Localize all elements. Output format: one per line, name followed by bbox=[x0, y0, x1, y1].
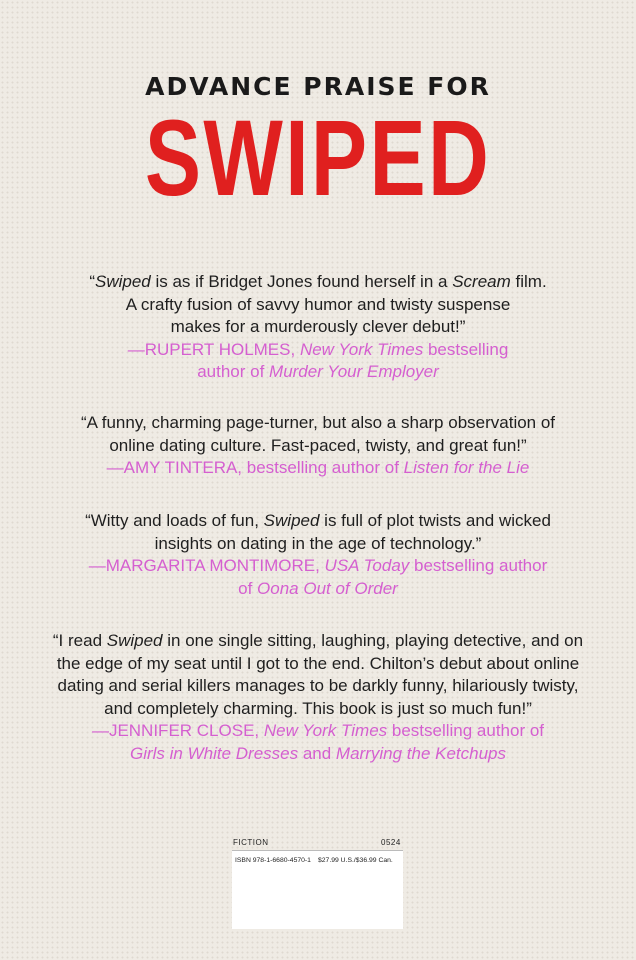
barcode-box bbox=[232, 850, 403, 929]
quote-text: in one single sitting, laughing, playing detective, and on bbox=[162, 631, 584, 650]
praise-blurb bbox=[20, 510, 616, 600]
blurb-line bbox=[20, 271, 616, 294]
blurb-line bbox=[20, 653, 616, 676]
blurb-line bbox=[20, 630, 616, 653]
attribution-text: New York Times bbox=[263, 721, 388, 740]
attribution-text: bestselling author bbox=[409, 556, 548, 575]
attribution-text: USA Today bbox=[324, 556, 410, 575]
quote-text: is full of plot twists and wicked bbox=[319, 511, 551, 530]
barcode-code: 0524 bbox=[381, 838, 401, 847]
quote-text: film. bbox=[510, 272, 547, 291]
attribution-text: Listen for the Lie bbox=[403, 458, 530, 477]
quote-text: Swiped bbox=[263, 511, 320, 530]
blurb-line bbox=[20, 361, 616, 384]
blurb-line bbox=[20, 675, 616, 698]
blurb-line bbox=[20, 457, 616, 480]
blurb-line bbox=[20, 720, 616, 743]
blurb-line bbox=[20, 510, 616, 533]
attribution-text: Oona Out of Order bbox=[257, 578, 398, 598]
attribution-text: New York Times bbox=[299, 339, 424, 359]
attribution-text: Marrying the Ketchups bbox=[335, 743, 507, 763]
praise-blurb bbox=[20, 271, 616, 384]
blurb-line bbox=[20, 339, 616, 362]
blurb-line bbox=[20, 698, 616, 721]
quote-text: Scream bbox=[452, 272, 511, 291]
quote-text: insights on dating in the age of technology.” bbox=[154, 533, 482, 553]
quote-text: “I read bbox=[52, 631, 107, 650]
quote-text: and completely charming. This book is just so much fun!” bbox=[104, 698, 532, 718]
blurb-line bbox=[20, 316, 616, 339]
price-text: $27.99 U.S./$36.99 Can. bbox=[318, 857, 393, 864]
barcode-category: FICTION bbox=[233, 838, 269, 847]
quote-text: makes for a murderously clever debut!” bbox=[170, 317, 466, 336]
isbn-text: ISBN 978-1-6680-4570-1 bbox=[235, 857, 311, 864]
attribution-text: Murder Your Employer bbox=[269, 362, 439, 381]
praise-blurb bbox=[20, 412, 616, 480]
attribution-text: bestselling author of bbox=[387, 721, 545, 740]
kicker-heading: ADVANCE PRAISE FOR bbox=[145, 72, 491, 101]
attribution-text: of bbox=[238, 578, 258, 598]
quote-text: Swiped bbox=[106, 631, 163, 650]
quote-text: the edge of my seat until I got to the end. Chilton’s debut about online bbox=[56, 653, 580, 673]
attribution-text: author of bbox=[197, 362, 270, 381]
attribution-text: bestselling bbox=[423, 339, 509, 359]
blurb-line bbox=[20, 578, 616, 601]
attribution-text: —MARGARITA MONTIMORE, bbox=[88, 556, 325, 575]
blurb-line bbox=[20, 435, 616, 458]
attribution-text: —RUPERT HOLMES, bbox=[127, 339, 300, 359]
blurb-line bbox=[20, 294, 616, 317]
attribution-text: —JENNIFER CLOSE, bbox=[91, 721, 264, 740]
quote-text: online dating culture. Fast-paced, twisty, and great fun!” bbox=[109, 435, 527, 455]
book-title: SWIPED bbox=[144, 97, 492, 218]
blurb-line bbox=[20, 555, 616, 578]
attribution-text: —AMY TINTERA, bestselling author of bbox=[106, 458, 404, 477]
attribution-text: and bbox=[298, 743, 336, 763]
quote-text: Swiped bbox=[94, 272, 151, 291]
quote-text: “A funny, charming page-turner, but also a sharp observation of bbox=[80, 413, 556, 432]
quote-text: “Witty and loads of fun, bbox=[85, 511, 264, 530]
quote-text: “ bbox=[89, 272, 95, 291]
blurb-line bbox=[20, 412, 616, 435]
blurb-line bbox=[20, 743, 616, 766]
praise-blurb bbox=[20, 630, 616, 765]
quote-text: is as if Bridget Jones found herself in a bbox=[150, 272, 453, 291]
quote-text: A crafty fusion of savvy humor and twisty suspense bbox=[125, 294, 511, 314]
quote-text: dating and serial killers manages to be darkly funny, hilariously twisty, bbox=[57, 676, 579, 695]
blurb-line bbox=[20, 533, 616, 556]
attribution-text: Girls in White Dresses bbox=[129, 743, 299, 763]
